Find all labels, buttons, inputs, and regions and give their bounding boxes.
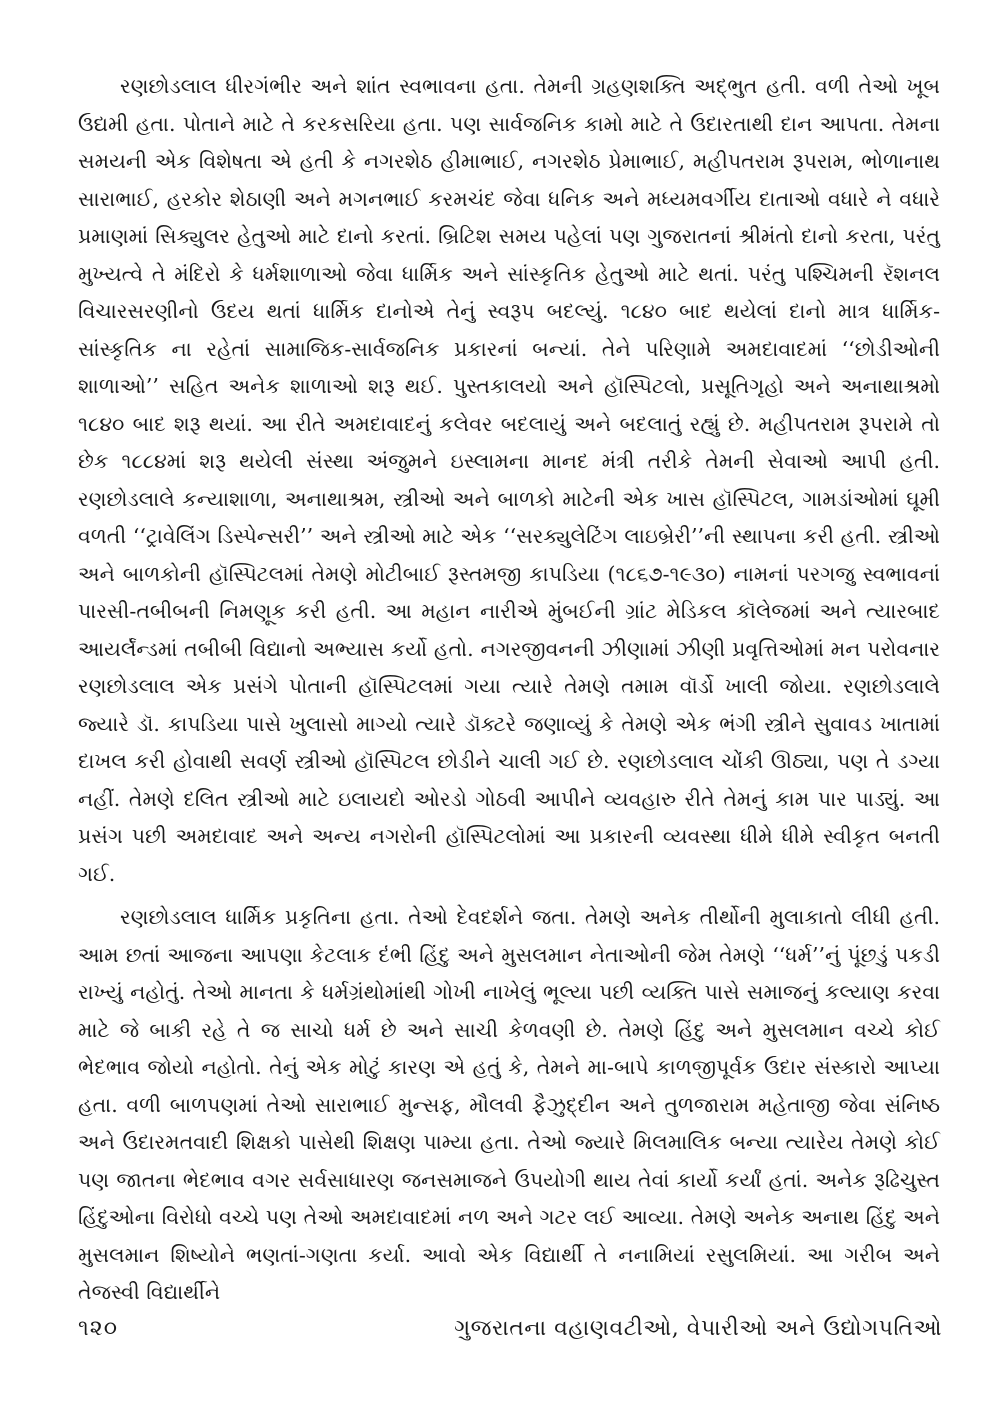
body-paragraph-1: રણછોડલાલ ધીરગંભીર અને શાંત સ્વભાવના હતા. તેમની ગ્રહણશક્તિ અદ્‌ભુત હતી. વળી તેઓ ખૂબ ઉદ્યમી હતા. પોતાને માટે તે કરકસરિયા હતા. પણ સાર્વજનિક કામો માટે તે ઉદારતાથી દાન આપતા. તેમના સમયની એક વિશેષતા એ હતી કે નગરશેઠ હીમાભાઈ, નગરશેઠ પ્રેમાભાઈ, મહીપતરામ રૂપરામ, ભોળાનાથ સારાભાઈ, હરકોર શેઠાણી અને મગનભાઈ કરમચંદ જેવા ધનિક અને મધ્યમવર્ગીય દાતાઓ વધારે ને વધારે પ્રમાણમાં સિક્યુલર હેતુઓ માટે દાનો કરતાં. બ્રિટિશ સમય પહેલાં પણ ગુજરાતનાં શ્રીમંતો દાનો કરતા, પરંતુ મુખ્યત્વે તે મંદિરો કે ધર્મશાળાઓ જેવા ધાર્મિક અને સાંસ્કૃતિક હેતુઓ માટે થતાં. પરંતુ પશ્ચિમની રૅશનલ વિચારસરણીનો ઉદય થતાં ધાર્મિક દાનોએ તેનું સ્વરૂપ બદલ્યું. ૧૮૪૦ બાદ થયેલાં દાનો માત્ર ધાર્મિક-સાંસ્કૃતિક ના રહેતાં સામાજિક-સાર્વજનિક પ્રકારનાં બન્યાં. તેને પરિણામે અમદાવાદમાં ‘‘છોડીઓની શાળાઓ’’ સહિત અનેક શાળાઓ શરૂ થઈ. પુસ્તકાલયો અને હૉસ્પિટલો, પ્રસૂતિગૃહો અને અનાથાશ્રમો ૧૮૪૦ બાદ શરૂ થયાં. આ રીતે અમદાવાદનું કલેવર બદલાયું અને બદલાતું રહ્યું છે. મહીપતરામ રૂપરામે તો છેક ૧૮૮૪માં શરૂ થયેલી સંસ્થા અંજુમને ઇસ્લામના માનદ મંત્રી તરીકે તેમની સેવાઓ આપી હતી. રણછોડલાલે કન્યાશાળા, અનાથાશ્રમ, સ્ત્રીઓ અને બાળકો માટેની એક ખાસ હૉસ્પિટલ, ગામડાંઓમાં ઘૂમી વળતી ‘‘ટ્રાવેલિંગ ડિસ્પેન્સરી’’ અને સ્ત્રીઓ માટે એક ‘‘સરક્યુલેટિંગ લાઇબ્રેરી’’ની સ્થાપના કરી હતી. સ્ત્રીઓ અને બાળકોની હૉસ્પિટલમાં તેમણે મોટીબાઈ રૂસ્તમજી કાપડિયા (૧૮૬૭-૧૯૩૦) નામનાં પરગજુ સ્વભાવનાં પારસી-તબીબની નિમણૂક કરી હતી. આ મહાન નારીએ મુંબઈની ગ્રાંટ મેડિકલ કૉલેજમાં અને ત્યારબાદ આયર્લૅન્ડમાં તબીબી વિદ્યાનો અભ્યાસ કર્યો હતો. નગરજીવનની ઝીણામાં ઝીણી પ્રવૃત્તિઓમાં મન પરોવનાર રણછોડલાલ એક પ્રસંગે પોતાની હૉસ્પિટલમાં ગયા ત્યારે તેમણે તમામ વૉર્ડો ખાલી જોયા. રણછોડલાલે જ્યારે ડૉ. કાપડિયા પાસે ખુલાસો માગ્યો ત્યારે ડૉક્ટરે જણાવ્યું કે તેમણે એક ભંગી સ્ત્રીને સુવાવડ ખાતામાં દાખલ કરી હોવાથી સવર્ણ સ્ત્રીઓ હૉસ્પિટલ છોડીને ચાલી ગઈ છે. રણછોડલાલ ચોંકી ઊઠ્યા, પણ તે ડગ્યા નહીં. તેમણે દલિત સ્ત્રીઓ માટે ઇલાયદો ઓરડો ગોઠવી આપીને વ્યવહારુ રીતે તેમનું કામ પાર પાડ્યું. આ પ્રસંગ પછી અમદાવાદ અને અન્ય નગરોની હૉસ્પિટલોમાં આ પ્રકારની વ્યવસ્થા ધીમે ધીમે સ્વીકૃત બનતી ગઈ. xyxy=(78,74,941,886)
page-number: ૧૨૦ xyxy=(78,1315,118,1341)
running-title: ગુજરાતના વહાણવટીઓ, વેપારીઓ અને ઉદ્યોગપતિઓ xyxy=(454,1315,942,1341)
page-footer xyxy=(78,1308,942,1348)
page-body xyxy=(78,68,940,1408)
body-paragraph-2: રણછોડલાલ ધાર્મિક પ્રકૃતિના હતા. તેઓ દેવદર્શને જતા. તેમણે અનેક તીર્થોની મુલાકાતો લીધી હતી. આમ છતાં આજના આપણા કેટલાક દંભી હિંદુ અને મુસલમાન નેતાઓની જેમ તેમણે ‘‘ધર્મ’’નું પૂંછડું પકડી રાખ્યું નહોતું. તેઓ માનતા કે ધર્મગ્રંથોમાંથી ગોખી નાખેલું ભૂલ્યા પછી વ્યક્તિ પાસે સમાજનું કલ્યાણ કરવા માટે જે બાકી રહે તે જ સાચો ધર્મ છે અને સાચી કેળવણી છે. તેમણે હિંદુ અને મુસલમાન વચ્ચે કોઈ ભેદભાવ જોયો નહોતો. તેનું એક મોટું કારણ એ હતું કે, તેમને મા-બાપે કાળજીપૂર્વક ઉદાર સંસ્કારો આપ્યા હતા. વળી બાળપણમાં તેઓ સારાભાઈ મુન્સફ, મૌલવી ફૈઝુદ્દીન અને તુળજારામ મહેતાજી જેવા સંનિષ્ઠ અને ઉદારમતવાદી શિક્ષકો પાસેથી શિક્ષણ પામ્યા હતા. તેઓ જ્યારે મિલમાલિક બન્યા ત્યારેય તેમણે કોઈ પણ જાતના ભેદભાવ વગર સર્વસાધારણ જનસમાજને ઉપયોગી થાય તેવાં કાર્યો કર્યાં હતાં. અનેક રૂઢિચુસ્ત હિંદુઓના વિરોધો વચ્ચે પણ તેઓ અમદાવાદમાં નળ અને ગટર લઈ આવ્યા. તેમણે અનેક અનાથ હિંદુ અને મુસલમાન શિષ્યોને ભણતાં-ગણતા કર્યા. આવો એક વિદ્યાર્થી તે નનામિયાં રસુલમિયાં. આ ગરીબ અને તેજસ્વી વિદ્યાર્થીને xyxy=(78,905,940,1304)
